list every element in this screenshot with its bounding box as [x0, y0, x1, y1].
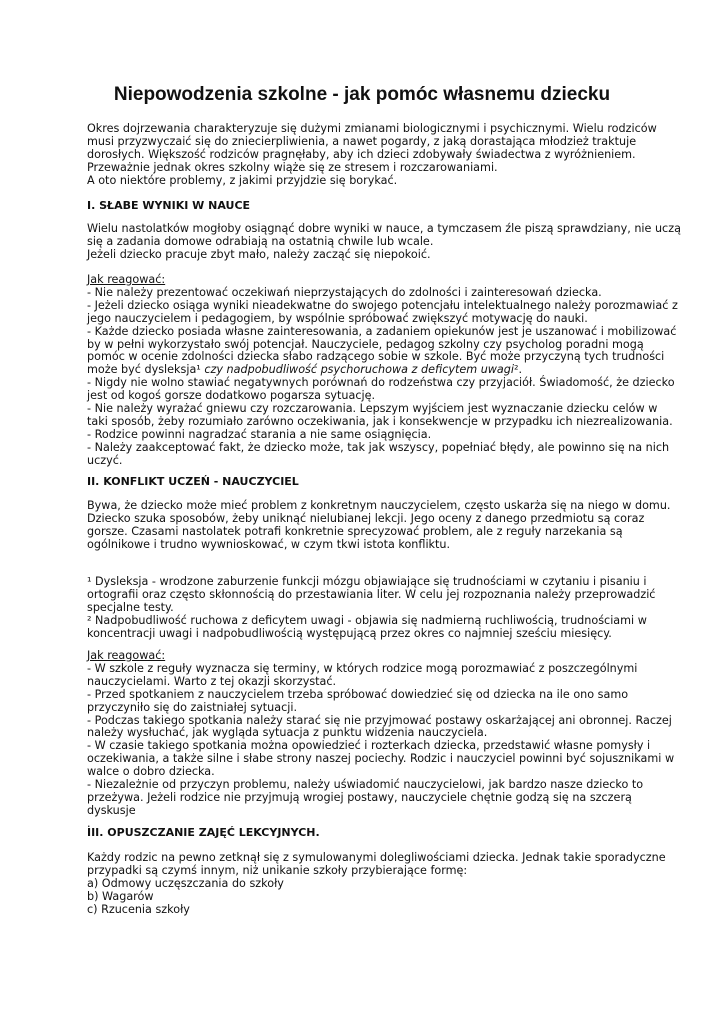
footnote-line: ¹ Dysleksja - wrodzone zaburzenie funkcji mózgu objawiające się trudnościami w czytaniu i pisaniu i: [87, 575, 647, 588]
text-line: - Należy zaakceptować fakt, że dziecko może, tak jak wszyscy, popełniać błędy, ale powinno się na nich: [87, 440, 670, 454]
text-line: jego nauczycielem i pedagogiem, by wspólnie spróbować zwiększyć motywację do nauki.: [87, 311, 588, 325]
section-heading-1: I. SŁABE WYNIKI W NAUCE: [87, 199, 251, 212]
section3-paragraph: [87, 851, 666, 917]
list-item: c) Rzucenia szkoły: [87, 902, 190, 916]
text-line: - Podczas takiego spotkania należy starać się nie przyjmować postawy oskarżającej ani obronnej. Raczej: [87, 713, 672, 727]
how-to-react-label: Jak reagować:: [87, 649, 166, 662]
text-line: Dziecko szuka sposobów, żeby uniknąć nielubianej lekcji. Jego oceny z danego przedmiotu są coraz: [87, 511, 645, 525]
text-line: Bywa, że dziecko może mieć problem z konkretnym nauczycielem, często uskarża się na niego w domu.: [87, 499, 671, 512]
document-title: Niepowodzenia szkolne - jak pomóc własnemu dziecku: [113, 84, 611, 105]
text-line: - Nie należy wyrażać gniewu czy rozczarowania. Lepszym wyjściem jest wyznaczanie dziecku celów w: [87, 402, 658, 416]
section2-paragraph: [87, 499, 671, 552]
text-line: pomóc w ocenie zdolności dziecka słabo radzącego sobie w szkole. Być może przyczyną tych trudności: [87, 350, 665, 364]
how-to-react-label: Jak reagować:: [87, 273, 166, 286]
text-line: - Przed spotkaniem z nauczycielem trzeba spróbować dowiedzieć się od dziecka na ile ono samo: [87, 687, 629, 701]
text-line: uczyć.: [87, 453, 123, 467]
footnotes: [87, 575, 656, 641]
section2-how-to-react: [87, 649, 675, 831]
text-line: przyczyniło się do zaistniałej sytuacji.: [87, 700, 298, 714]
footnote-line: ² Nadpobudliwość ruchowa z deficytem uwagi - objawia się nadmierną ruchliwością, trudnościami w: [87, 613, 647, 627]
text-fragment: ².: [514, 363, 523, 377]
text-line: walce o dobro dziecka.: [87, 765, 215, 779]
list-item: b) Wagarów: [87, 889, 154, 903]
text-line: - Nigdy nie wolno stawiać negatywnych porównań do rodzeństwa czy przyjaciół. Świadomość, że dziecko: [87, 376, 675, 390]
text-line: - W szkole z reguły wyznacza się terminy, w których rodzice mogą porozmawiać z poszczególnymi: [87, 661, 638, 675]
text-line: - Rodzice powinni nagradzać starania a nie same osiągnięcia.: [87, 427, 432, 441]
footnote-line: ortografii oraz często skłonnością do przestawiania liter. W celu jej rozpoznania należy przeprowadzić: [87, 587, 656, 601]
text-line: Okres dojrzewania charakteryzuje się dużymi zmianami biologicznymi i psychicznymi. Wielu rodziców: [87, 122, 657, 135]
text-line: nauczycielami. Warto z tej okazji skorzystać.: [87, 674, 337, 688]
section1-paragraph: [87, 222, 681, 262]
text-line: - W czasie takiego spotkania można opowiedzieć i rozterkach dziecka, przedstawić własne pomysły i: [87, 739, 651, 753]
text-line: przeżywa. Jeżeli rodzice nie przyjmują wrogiej postawy, nauczyciele chętnie godzą się na szczerą: [87, 790, 632, 804]
text-line: się a zadania domowe odrabiają na ostatnią chwile lub wcale.: [87, 234, 434, 248]
text-line: - Każde dziecko posiada własne zainteresowania, a zadaniem opiekunów jest je uszanować i mobilizować: [87, 324, 677, 338]
text-line: przypadki są czymś innym, niż unikanie szkoły przybierające formę:: [87, 863, 468, 877]
text-line: Jeżeli dziecko pracuje zbyt mało, należy zacząć się niepokoić.: [87, 247, 431, 261]
text-line: jest od kogoś gorsze dodatkowo pogarsza sytuację.: [87, 389, 376, 403]
footnote-line: specjalne testy.: [87, 600, 174, 614]
text-line: - Nie należy prezentować oczekiwań nieprzystających do zdolności i zainteresowań dziecka.: [87, 285, 602, 299]
text-line: gorsze. Czasami nastolatek potrafi konkretnie sprecyzować problem, ale z reguły narzekania są: [87, 524, 623, 538]
text-line: oczekiwania, a także silne i słabe strony naszej pociechy. Rodzic i nauczyciel powinni być sojusznikami w: [87, 752, 675, 766]
text-line: Przeważnie jednak okres szkolny wiąże się ze stresem i rozczarowaniami.: [87, 160, 498, 174]
text-line: - Jeżeli dziecko osiąga wyniki nieadekwatne do swojego potencjału intelektualnego należy porozmawiać z: [87, 298, 678, 312]
text-line: Każdy rodzic na pewno zetknął się z symulowanymi dolegliwościami dziecka. Jednak takie sporadyczne: [87, 851, 666, 864]
italic-fragment: czy nadpobudliwość psychoruchowa z deficytem uwagi: [204, 363, 514, 377]
text-fragment: może być dysleksja¹: [87, 363, 205, 377]
text-line: dyskusje: [87, 803, 136, 817]
section-heading-2: II. KONFLIKT UCZEŃ - NAUCZYCIEL: [87, 475, 299, 488]
text-line: Wielu nastolatków mogłoby osiągnąć dobre wyniki w nauce, a tymczasem źle piszą sprawdziany, nie uczą: [87, 222, 681, 235]
text-line: - Niezależnie od przyczyn problemu, należy uświadomić nauczycielowi, jak bardzo nasze dziecko to: [87, 778, 644, 792]
list-item: a) Odmowy uczęszczania do szkoły: [87, 876, 284, 890]
text-line: by w pełni wykorzystało swój potencjał. Nauczyciele, pedagog szkolny czy psycholog poradni mogą: [87, 337, 644, 351]
text-line: dorosłych. Większość rodziców pragnęłaby, aby ich dzieci zdobywały świadectwa z wyróżnieniem.: [87, 147, 636, 161]
text-line: należy wysłuchać, jak wygląda sytuacja z punktu widzenia nauczyciela.: [87, 726, 488, 740]
intro-paragraph: [87, 122, 657, 188]
text-line: taki sposób, żeby rozumiało zarówno oczekiwania, jak i konsekwencje w przypadku ich niezrealizowania.: [87, 414, 673, 428]
text-line: musi przyzwyczaić się do zniecierpliwienia, a nawet pogardy, z jaką dorastająca młodzież traktuje: [87, 134, 637, 148]
text-line: A oto niektóre problemy, z jakimi przyjdzie się borykać.: [87, 173, 398, 187]
section1-how-to-react: [87, 273, 678, 468]
footnote-line: koncentracji uwagi i nadpobudliwością występującą przez okres co najmniej sześciu miesięcy.: [87, 626, 612, 640]
section-heading-3: III. OPUSZCZANIE ZAJĘĆ LEKCYJNYCH.: [87, 826, 320, 839]
text-line: .: [87, 816, 91, 830]
text-line: ogólnikowe i trudno wywnioskować, w czym tkwi istota konfliktu.: [87, 537, 451, 551]
